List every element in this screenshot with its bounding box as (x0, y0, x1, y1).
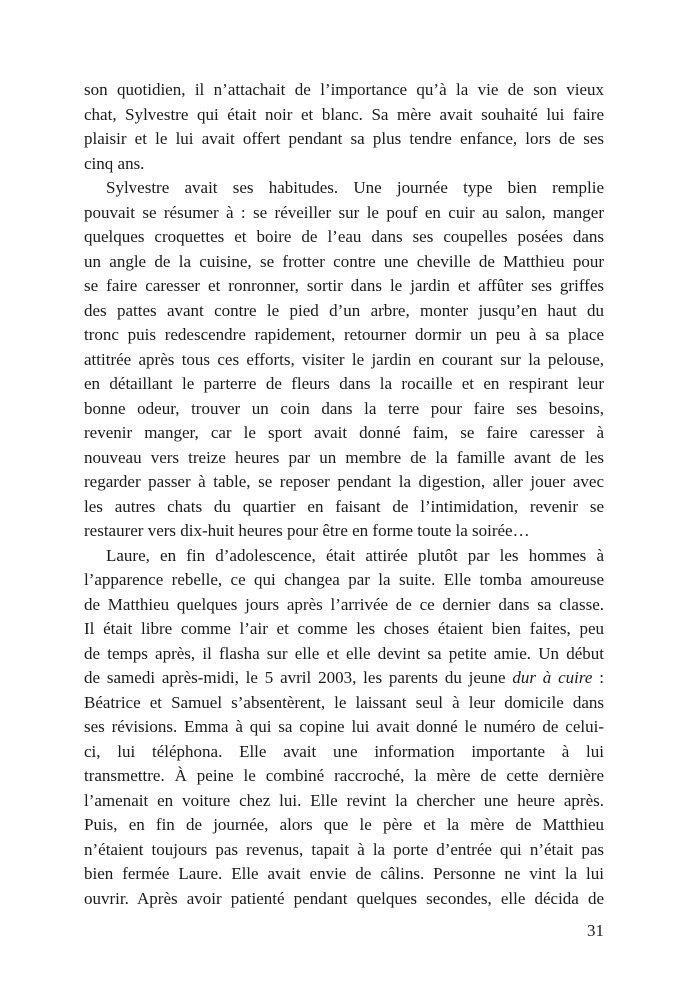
text-segment: de samedi après-midi, le 5 avril 2003, les parents du jeune (84, 668, 513, 687)
text-line: attitrée après tous ces efforts, visiter le jardin en courant sur la pelouse, (84, 349, 604, 369)
text-line: ci, lui téléphona. Elle avait une information importante à lui (84, 741, 604, 761)
text-line: plaisir et le lui avait offert pendant sa plus tendre enfance, lors de ses (84, 129, 604, 148)
text-line: n’étaient toujours pas revenus, tapait à la porte d’entrée qui n’était pas (84, 839, 604, 859)
text-line: Il était libre comme l’air et comme les choses étaient bien faites, peu (84, 619, 604, 638)
text-line: restaurer vers dix-huit heures pour être en forme toute la soirée… (84, 521, 530, 540)
text-line: son quotidien, il n’attachait de l’importance qu’à la vie de son vieux (84, 80, 604, 99)
text-line: en détaillant le parterre de fleurs dans la rocaille et en respirant leur (84, 374, 604, 393)
text-line: nouveau vers treize heures par un membre de la famille avant de les (84, 447, 604, 467)
text-line: cinq ans. (84, 153, 145, 173)
body-text (84, 78, 604, 911)
text-line: ses révisions. Emma à qui sa copine lui avait donné le numéro de celui- (84, 717, 604, 736)
text-line: transmettre. À peine le combiné raccroché, la mère de cette dernière (84, 766, 604, 785)
italic-phrase: dur à cuire (512, 668, 593, 687)
paragraph-2 (84, 176, 604, 544)
text-line: Sylvestre avait ses habitudes. Une journée type bien remplie (106, 178, 604, 197)
text-line: se faire caresser et ronronner, sortir dans le jardin et affûter ses griffes (84, 276, 604, 295)
text-line: des pattes avant contre le pied d’un arbre, monter jusqu’en haut du (84, 300, 604, 320)
text-line: de temps après, il flasha sur elle et elle devint sa petite amie. Un début (84, 643, 604, 663)
paragraph-1 (84, 78, 604, 176)
text-line: bien fermée Laure. Elle avait envie de câlins. Personne ne vint la lui (84, 864, 604, 883)
page-number: 31 (587, 921, 604, 940)
text-line: Béatrice et Samuel s’absentèrent, le laissant seul à leur domicile dans (84, 692, 604, 712)
text-line: regarder passer à table, se reposer pendant la digestion, aller jouer avec (84, 472, 604, 491)
text-line: chat, Sylvestre qui était noir et blanc. Sa mère avait souhaité lui faire (84, 104, 604, 124)
text-line: l’apparence rebelle, ce qui changea par la suite. Elle tomba amoureuse (84, 570, 604, 589)
text-line: ouvrir. Après avoir patienté pendant quelques secondes, elle décida de (84, 888, 604, 908)
text-line: Laure, en fin d’adolescence, était attirée plutôt par les hommes à (106, 545, 604, 565)
paragraph-3 (84, 544, 604, 912)
text-line: tronc puis redescendre rapidement, retourner dormir un peu à sa place (84, 325, 604, 344)
text-line-with-italic (84, 666, 604, 691)
text-line: Puis, en fin de journée, alors que le père et la mère de Matthieu (84, 815, 604, 834)
text-line: quelques croquettes et boire de l’eau dans ses coupelles posées dans (84, 227, 604, 246)
text-line: de Matthieu quelques jours après l’arrivée de ce dernier dans sa classe. (84, 594, 604, 614)
text-line: pouvait se résumer à : se réveiller sur le pouf en cuir au salon, manger (84, 202, 604, 222)
text-line: un angle de la cuisine, se frotter contre une cheville de Matthieu pour (84, 251, 604, 271)
text-segment: : (592, 668, 604, 687)
text-line: revenir manger, car le sport avait donné faim, se faire caresser à (84, 423, 604, 442)
text-line: les autres chats du quartier en faisant de l’intimidation, revenir se (84, 496, 604, 516)
text-line: l’amenait en voiture chez lui. Elle revint la chercher une heure après. (84, 790, 604, 810)
text-line: bonne odeur, trouver un coin dans la terre pour faire ses besoins, (84, 398, 604, 418)
